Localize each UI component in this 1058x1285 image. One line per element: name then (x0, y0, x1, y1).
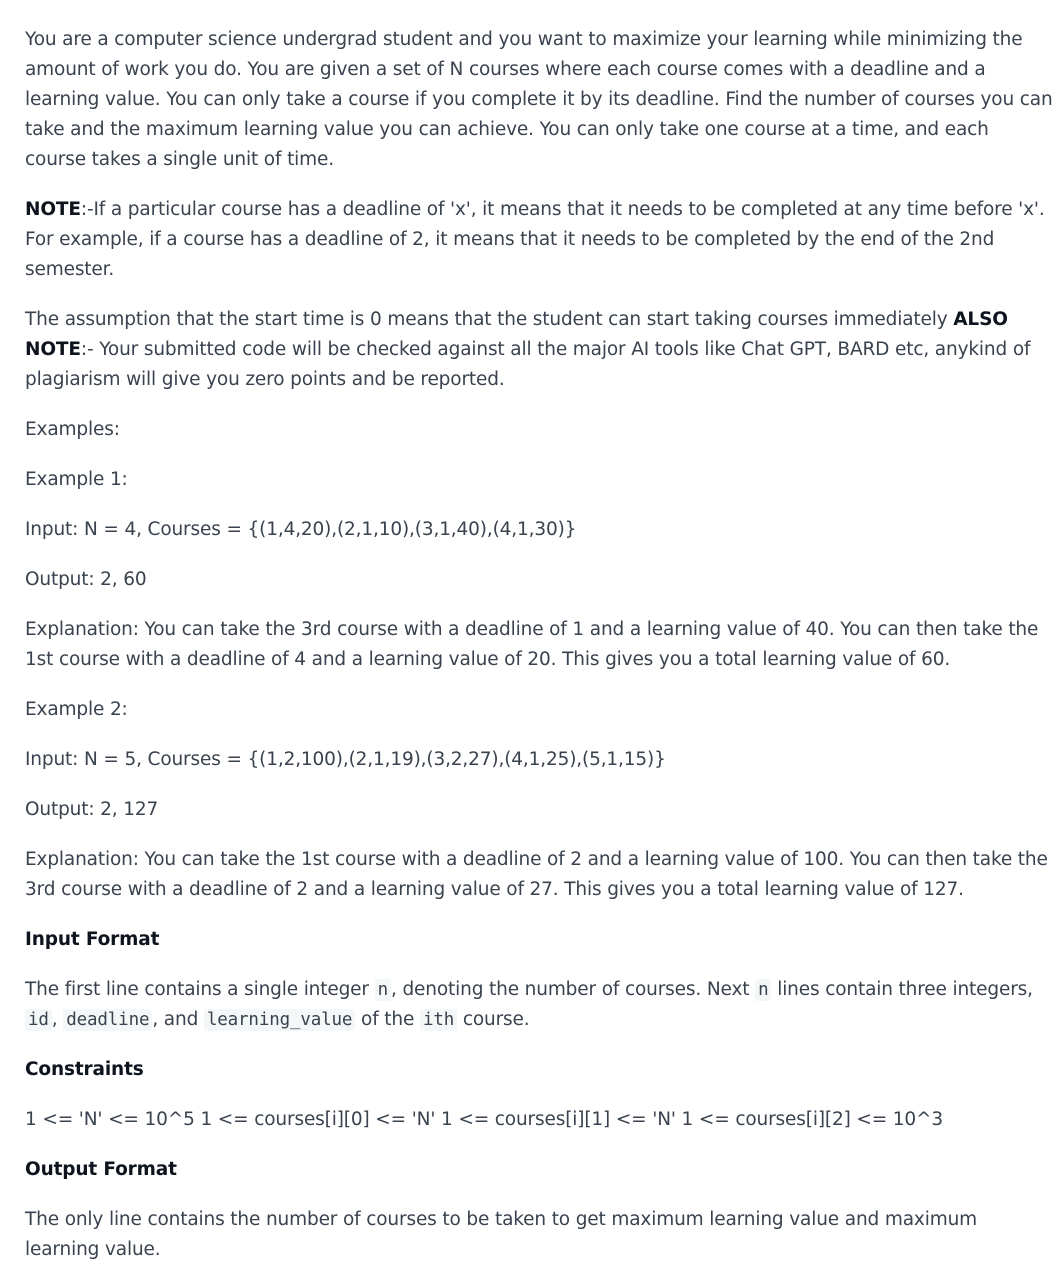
output-format-text: The only line contains the number of courses to be taken to get maximum learning value and maximum learning value. (25, 1209, 978, 1260)
example1-title: Example 1: (25, 469, 128, 490)
code-deadline: deadline (63, 1009, 152, 1031)
input-format-part: The first line contains a single integer (25, 979, 375, 1000)
input-format-part: , and (152, 1009, 204, 1030)
constraints-text: 1 <= 'N' <= 10^5 1 <= courses[i][0] <= 'N' 1 <= courses[i][1] <= 'N' 1 <= courses[i][2] <= 10^3 (25, 1109, 944, 1130)
example1-explanation: Explanation: You can take the 3rd course with a deadline of 1 and a learning value of 40. You can then take the 1st course with a deadline of 4 and a learning value of 20. This gives you a total learning value of 60. (25, 619, 1039, 670)
code-ith: ith (420, 1009, 457, 1031)
note-label: NOTE (25, 199, 81, 220)
input-format-part: , denoting the number of courses. Next (391, 979, 756, 1000)
example1-output: Output: 2, 60 (25, 569, 147, 590)
problem-statement (25, 25, 1053, 1285)
note-text: :-If a particular course has a deadline of 'x', it means that it needs to be completed at any time before 'x'. For example, if a course has a deadline of 2, it means that it needs to be completed by the end of the 2nd semester. (25, 199, 1045, 280)
input-format-text (25, 975, 1053, 1035)
example2-explanation: Explanation: You can take the 1st course with a deadline of 2 and a learning value of 100. You can then take the 3rd course with a deadline of 2 and a learning value of 27. This gives you a total learning value of 127. (25, 849, 1048, 900)
input-format-part: lines contain three integers, (771, 979, 1033, 1000)
assumption-text: The assumption that the start time is 0 means that the student can start taking courses immediately (25, 309, 954, 330)
code-n: n (755, 979, 771, 1001)
example2-title: Example 2: (25, 699, 128, 720)
input-format-heading: Input Format (25, 929, 160, 950)
code-learning-value: learning_value (204, 1009, 355, 1031)
example2-output: Output: 2, 127 (25, 799, 159, 820)
also-note-label: ALSO NOTE (25, 309, 1008, 360)
intro-paragraph: You are a computer science undergrad student and you want to maximize your learning while minimizing the amount of work you do. You are given a set of N courses where each course comes with a deadline and a learning value. You can only take a course if you complete it by its deadline. Find the number of courses you can take and the maximum learning value you can achieve. You can only take one course at a time, and each course takes a single unit of time. (25, 29, 1053, 170)
example2-input: Input: N = 5, Courses = {(1,2,100),(2,1,19),(3,2,27),(4,1,25),(5,1,15)} (25, 749, 666, 770)
plagiarism-text: :- Your submitted code will be checked against all the major AI tools like Chat GPT, BARD etc, anykind of plagiarism will give you zero points and be reported. (25, 339, 1031, 390)
constraints-heading: Constraints (25, 1059, 144, 1080)
example1-input: Input: N = 4, Courses = {(1,4,20),(2,1,10),(3,1,40),(4,1,30)} (25, 519, 577, 540)
examples-label: Examples: (25, 419, 120, 440)
output-format-heading: Output Format (25, 1159, 177, 1180)
assumption-paragraph (25, 305, 1053, 395)
code-id: id (25, 1009, 52, 1031)
input-format-part: , (51, 1009, 64, 1030)
input-format-part: course. (457, 1009, 530, 1030)
input-format-part: of the (355, 1009, 420, 1030)
code-n: n (375, 979, 391, 1001)
note-paragraph (25, 195, 1053, 285)
